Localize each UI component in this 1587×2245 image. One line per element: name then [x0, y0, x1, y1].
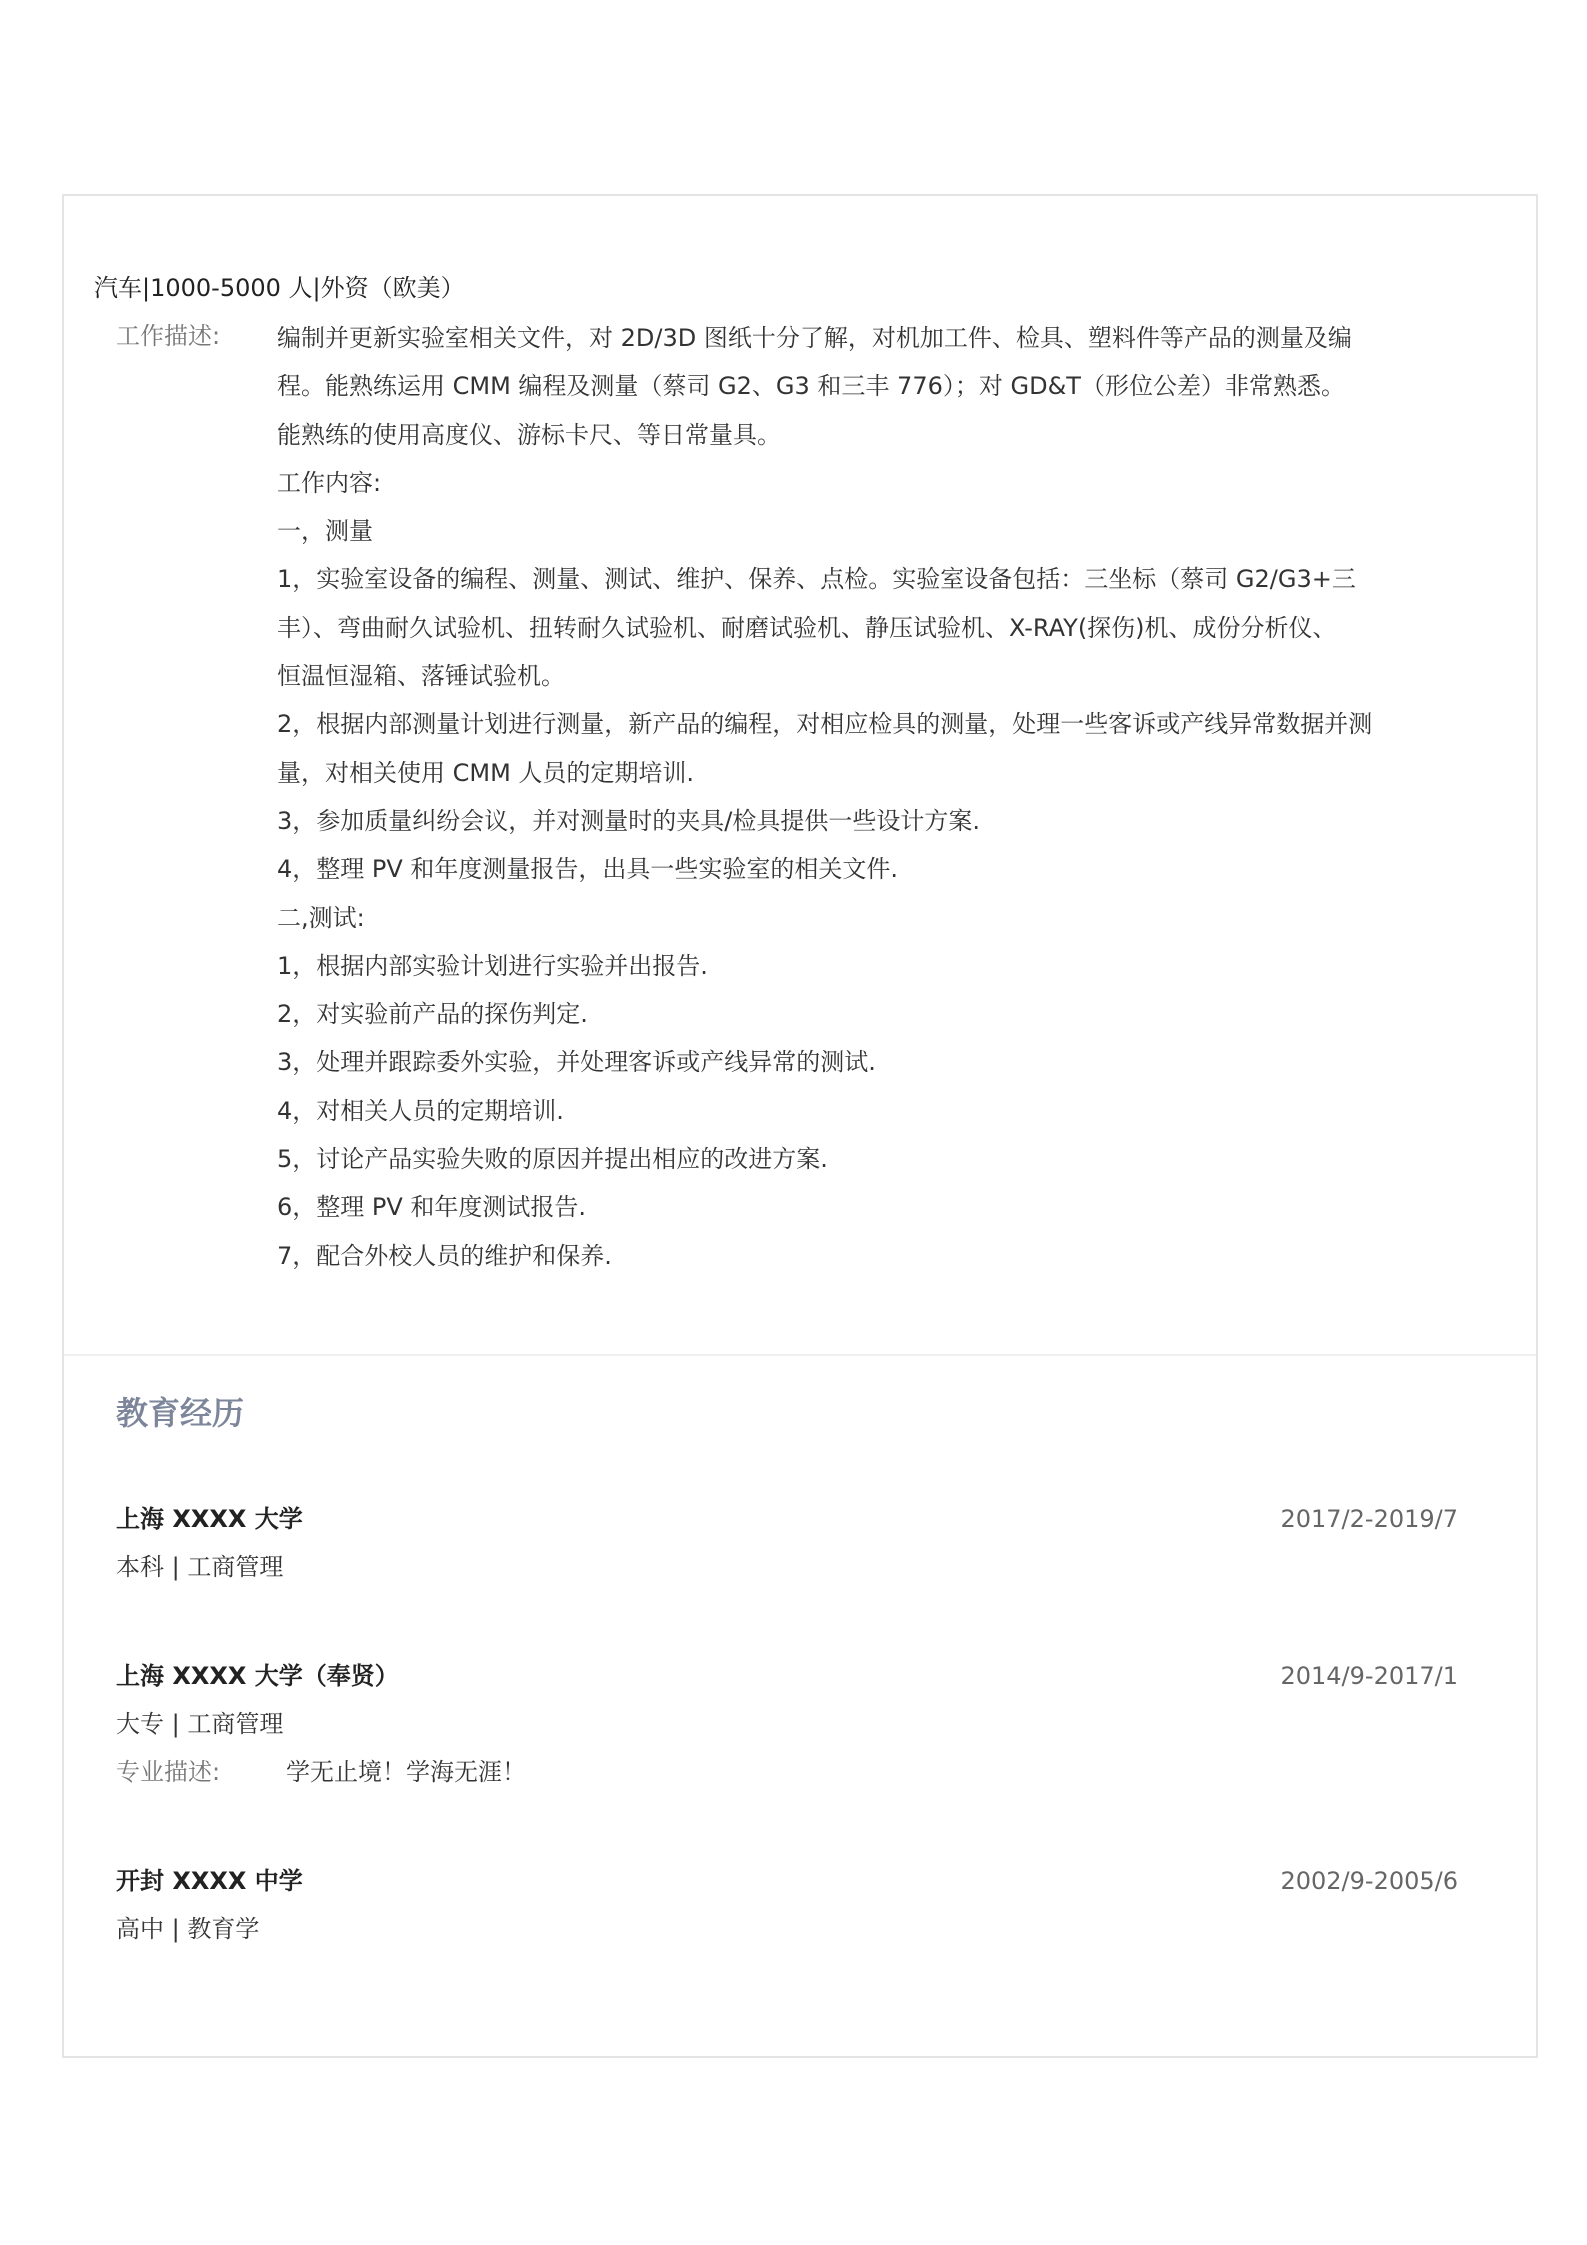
description-line: 恒温恒湿箱、落锤试验机。 [277, 662, 565, 691]
description-line: 二,测试: [277, 903, 365, 932]
school-name: 开封 XXXX 中学 [116, 1867, 303, 1895]
education-entry [116, 1659, 1458, 1789]
description-line: 7，配合外校人员的维护和保养. [277, 1241, 612, 1270]
work-experience-section [64, 196, 1536, 1354]
description-line: 2，根据内部测量计划进行测量，新产品的编程，对相应检具的测量，处理一些客诉或产线异常数据并测 [277, 710, 1373, 739]
description-line: 程。能熟练运用 CMM 编程及测量（蔡司 G2、G3 和三丰 776）；对 GD&T（形位公差）非常熟悉。 [277, 372, 1345, 401]
company-info: 汽车|1000-5000 人|外资（欧美） [94, 274, 465, 302]
degree-major: 高中 | 教育学 [116, 1915, 260, 1943]
description-line: 1，实验室设备的编程、测量、测试、维护、保养、点检。实验室设备包括：三坐标（蔡司 G2/G3+三 [277, 565, 1356, 594]
description-line: 4，对相关人员的定期培训. [277, 1096, 564, 1125]
major-description-row [116, 1755, 1458, 1789]
description-line: 3，处理并跟踪委外实验，并处理客诉或产线异常的测试. [277, 1048, 876, 1077]
description-line: 工作内容: [277, 468, 382, 497]
school-name: 上海 XXXX 大学 [116, 1505, 303, 1533]
education-entry [116, 1502, 1458, 1584]
description-line: 1，根据内部实验计划进行实验并出报告. [277, 951, 708, 980]
description-line: 能熟练的使用高度仪、游标卡尺、等日常量具。 [277, 420, 781, 449]
description-line: 丰）、弯曲耐久试验机、扭转耐久试验机、耐磨试验机、静压试验机、X-RAY(探伤)机、成份分析仪、 [277, 613, 1337, 642]
school-name: 上海 XXXX 大学（奉贤） [116, 1662, 399, 1690]
description-line: 一，测量 [277, 517, 373, 546]
major-description-label: 专业描述: [116, 1758, 221, 1786]
description-line: 6，整理 PV 和年度测试报告. [277, 1193, 587, 1222]
degree-major: 大专 | 工商管理 [116, 1710, 284, 1738]
description-line: 2，对实验前产品的探伤判定. [277, 1000, 588, 1029]
education-dates: 2017/2-2019/7 [1280, 1505, 1458, 1533]
education-entry [116, 1864, 1458, 1946]
job-description [277, 314, 1457, 1280]
education-dates: 2014/9-2017/1 [1280, 1662, 1458, 1690]
description-line: 量，对相关使用 CMM 人员的定期培训. [277, 758, 695, 787]
education-dates: 2002/9-2005/6 [1280, 1867, 1458, 1895]
description-line: 5，讨论产品实验失败的原因并提出相应的改进方案. [277, 1145, 828, 1174]
major-description-text: 学无止境！学海无涯！ [286, 1758, 526, 1786]
description-line: 4，整理 PV 和年度测量报告，出具一些实验室的相关文件. [277, 855, 899, 884]
education-section-title: 教育经历 [116, 1394, 245, 1432]
description-line: 3，参加质量纠纷会议，并对测量时的夹具/检具提供一些设计方案. [277, 806, 980, 835]
section-divider [64, 1354, 1536, 1356]
resume-card [62, 194, 1538, 2058]
job-description-label: 工作描述: [116, 322, 221, 350]
description-line: 编制并更新实验室相关文件，对 2D/3D 图纸十分了解，对机加工件、检具、塑料件等产品的测量及编 [277, 324, 1352, 352]
degree-major: 本科 | 工商管理 [116, 1553, 284, 1581]
